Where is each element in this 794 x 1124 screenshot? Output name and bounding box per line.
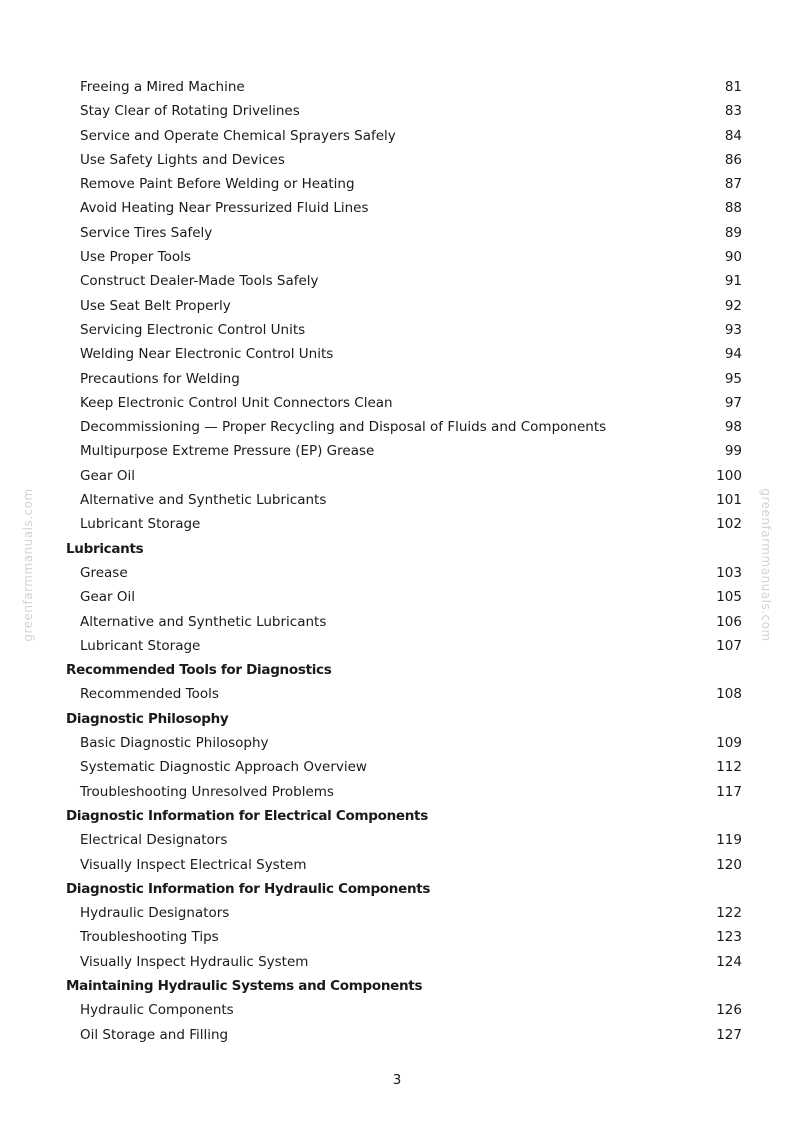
toc-entry[interactable]	[66, 342, 742, 366]
toc-entry[interactable]	[66, 512, 742, 536]
toc-entry-title: Decommissioning — Proper Recycling and Disposal of Fluids and Components	[80, 419, 607, 436]
toc-entry-page: 108	[716, 686, 742, 703]
toc-entry-title: Freeing a Mired Machine	[80, 79, 245, 95]
toc-entry-page: 89	[724, 224, 742, 241]
toc-entry-title: Servicing Electronic Control Units	[80, 321, 306, 338]
toc-entry-page: 127	[716, 1026, 742, 1043]
toc-section-heading[interactable]	[66, 804, 742, 828]
toc-entry-title: Hydraulic Designators	[80, 905, 230, 922]
toc-entry-title: Stay Clear of Rotating Drivelines	[80, 103, 300, 120]
toc-entry-title: Diagnostic Philosophy	[66, 710, 229, 727]
toc-entry[interactable]	[66, 196, 742, 220]
toc-entry-page: 87	[724, 176, 742, 193]
toc-entry-title: Precautions for Welding	[80, 370, 240, 387]
toc-entry[interactable]	[66, 148, 742, 172]
toc-entry-title: Troubleshooting Tips	[80, 929, 219, 946]
toc-entry[interactable]	[66, 124, 742, 148]
toc-entry-page: 90	[724, 249, 742, 266]
toc-section-heading[interactable]	[66, 974, 742, 998]
toc-entry-page: 98	[724, 419, 742, 436]
toc-entry[interactable]	[66, 780, 742, 804]
toc-entry-title: Construct Dealer-Made Tools Safely	[80, 273, 319, 290]
toc-entry-title: Recommended Tools for Diagnostics	[66, 662, 332, 679]
toc-entry-title: Systematic Diagnostic Approach Overview	[80, 759, 367, 776]
toc-entry[interactable]	[66, 610, 742, 634]
toc-entry[interactable]	[66, 682, 742, 706]
toc-entry-title: Grease	[80, 564, 128, 581]
watermark-right: greenfarmmanuals.com	[759, 488, 773, 642]
toc-entry-page: 92	[724, 297, 742, 314]
toc-entry-title: Lubricant Storage	[80, 637, 201, 654]
toc-entry-title: Electrical Designators	[80, 832, 228, 849]
toc-entry-page: 93	[724, 321, 742, 338]
toc-entry[interactable]	[66, 634, 742, 658]
toc-entry[interactable]	[66, 99, 742, 123]
toc-entry[interactable]	[66, 828, 742, 852]
toc-entry[interactable]	[66, 950, 742, 974]
toc-section-heading[interactable]	[66, 707, 742, 731]
toc-entry[interactable]	[66, 245, 742, 269]
toc-entry-page: 109	[716, 735, 742, 752]
toc-entry-page: 95	[724, 370, 742, 387]
toc-entry[interactable]	[66, 294, 742, 318]
toc-entry-title: Alternative and Synthetic Lubricants	[80, 613, 327, 630]
toc-entry[interactable]	[66, 75, 742, 99]
toc-entry[interactable]	[66, 391, 742, 415]
toc-entry[interactable]	[66, 998, 742, 1022]
toc-entry-page: 123	[716, 929, 742, 946]
toc-entry[interactable]	[66, 561, 742, 585]
toc-entry-title: Recommended Tools	[80, 686, 219, 703]
toc-entry-title: Diagnostic Information for Hydraulic Components	[66, 880, 431, 897]
toc-entry[interactable]	[66, 318, 742, 342]
toc-entry-title: Visually Inspect Electrical System	[80, 856, 307, 873]
toc-entry[interactable]	[66, 221, 742, 245]
toc-entry-title: Avoid Heating Near Pressurized Fluid Lines	[80, 200, 369, 217]
toc-entry-title: Service and Operate Chemical Sprayers Safely	[80, 127, 396, 144]
toc-entry-page: 105	[716, 589, 742, 606]
toc-entry-title: Lubricant Storage	[80, 516, 201, 533]
page-number: 3	[392, 1072, 402, 1088]
toc-entry[interactable]	[66, 925, 742, 949]
toc-entry-page: 120	[716, 856, 742, 873]
toc-entry[interactable]	[66, 853, 742, 877]
toc-entry-title: Maintaining Hydraulic Systems and Components	[66, 977, 423, 994]
toc-entry-title: Basic Diagnostic Philosophy	[80, 735, 269, 752]
toc-entry-title: Visually Inspect Hydraulic System	[80, 953, 309, 970]
toc-entry-title: Service Tires Safely	[80, 224, 213, 241]
toc-entry-title: Hydraulic Components	[80, 1002, 234, 1019]
toc-entry[interactable]	[66, 1023, 742, 1047]
toc-entry[interactable]	[66, 755, 742, 779]
toc-entry-page: 86	[724, 151, 742, 168]
watermark-left: greenfarmmanuals.com	[21, 488, 35, 642]
toc-entry-page: 106	[716, 613, 742, 630]
toc-entry-page: 102	[716, 516, 742, 533]
toc-entry[interactable]	[66, 585, 742, 609]
toc-entry[interactable]	[66, 367, 742, 391]
toc-entry[interactable]	[66, 901, 742, 925]
toc-entry-page: 97	[724, 394, 742, 411]
toc-entry[interactable]	[66, 172, 742, 196]
toc-entry-page: 117	[716, 783, 742, 800]
toc-section-heading[interactable]	[66, 658, 742, 682]
toc-entry[interactable]	[66, 488, 742, 512]
toc-entry-title: Alternative and Synthetic Lubricants	[80, 492, 327, 509]
toc-entry-title: Keep Electronic Control Unit Connectors Clean	[80, 394, 393, 411]
toc-entry-page: 81	[724, 79, 742, 95]
toc-entry-page: 126	[716, 1002, 742, 1019]
toc-entry-page: 124	[716, 953, 742, 970]
toc-entry-title: Oil Storage and Filling	[80, 1026, 229, 1043]
toc-entry[interactable]	[66, 415, 742, 439]
toc-entry-page: 88	[724, 200, 742, 217]
toc-entry-title: Troubleshooting Unresolved Problems	[80, 783, 334, 800]
toc-entry-title: Lubricants	[66, 540, 144, 557]
toc-entry[interactable]	[66, 439, 742, 463]
toc-section-heading[interactable]	[66, 537, 742, 561]
toc-entry-page: 112	[716, 759, 742, 776]
toc-entry[interactable]	[66, 731, 742, 755]
toc-entry-page: 101	[716, 492, 742, 509]
toc-entry[interactable]	[66, 464, 742, 488]
toc-entry-page: 100	[716, 467, 742, 484]
toc-entry-title: Remove Paint Before Welding or Heating	[80, 176, 355, 193]
toc-entry-title: Use Proper Tools	[80, 249, 191, 266]
toc-entry-page: 99	[724, 443, 742, 460]
toc-entry-title: Multipurpose Extreme Pressure (EP) Grease	[80, 443, 375, 460]
toc-entry-page: 94	[724, 346, 742, 363]
toc-entry-page: 122	[716, 905, 742, 922]
toc-section-heading[interactable]	[66, 877, 742, 901]
toc-entry-title: Gear Oil	[80, 467, 136, 484]
toc-entry-page: 84	[724, 127, 742, 144]
toc-entry-page: 107	[716, 637, 742, 654]
toc-entry-page: 119	[716, 832, 742, 849]
toc-entry-page: 91	[724, 273, 742, 290]
toc-entry-title: Welding Near Electronic Control Units	[80, 346, 334, 363]
toc-entry-page: 103	[716, 564, 742, 581]
toc-entry-title: Use Seat Belt Properly	[80, 297, 231, 314]
table-of-contents	[66, 75, 742, 1047]
toc-entry-title: Use Safety Lights and Devices	[80, 151, 285, 168]
toc-entry-title: Diagnostic Information for Electrical Components	[66, 807, 428, 824]
toc-entry-title: Gear Oil	[80, 589, 136, 606]
toc-entry[interactable]	[66, 269, 742, 293]
toc-entry-page: 83	[724, 103, 742, 120]
